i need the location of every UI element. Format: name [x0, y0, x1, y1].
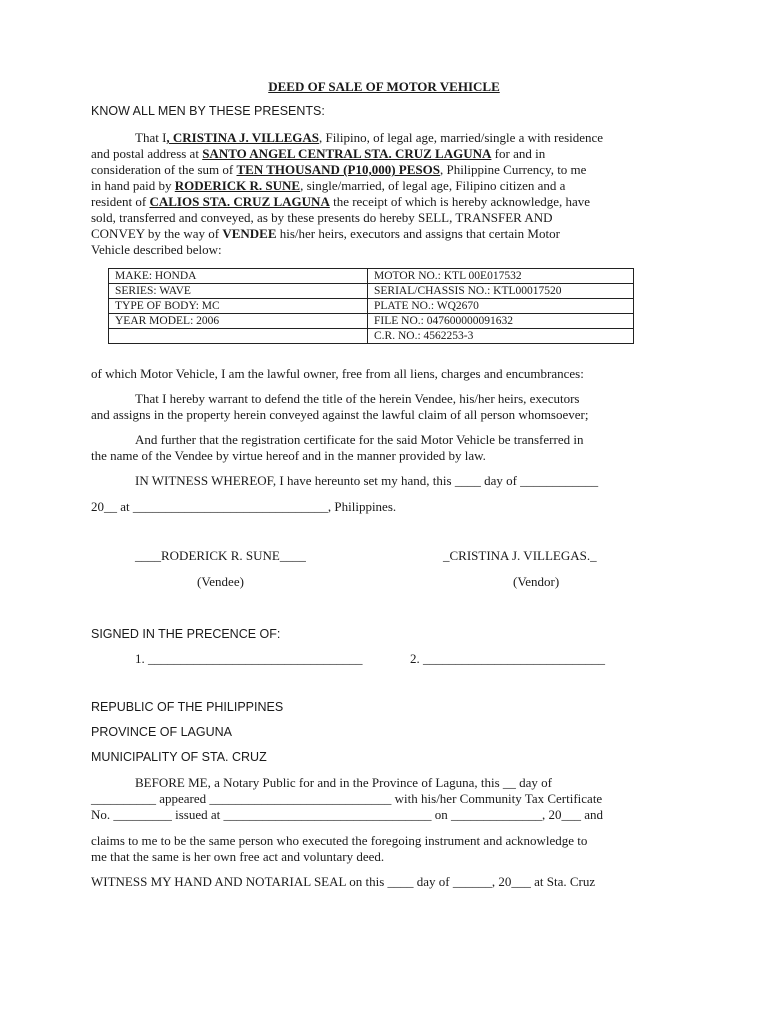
- motor-no-cell: MOTOR NO.: KTL 00E017532: [368, 269, 634, 284]
- table-row: [109, 314, 634, 329]
- vendee-word: VENDEE: [222, 226, 277, 241]
- table-row: [109, 284, 634, 299]
- p1-line-1: [135, 130, 603, 146]
- witness-line-2: 20__ at ______________________________, Philippines.: [91, 499, 397, 514]
- notarial-seal-line: WITNESS MY HAND AND NOTARIAL SEAL on this ____ day of ______, 20___ at Sta. Cruz: [91, 874, 596, 889]
- notary-line-5: me that the same is her own free act and voluntary deed.: [91, 849, 385, 864]
- warranty-line-1: That I hereby warrant to defend the title of the herein Vendee, his/her heirs, executors: [135, 391, 580, 406]
- notary-line-1: BEFORE ME, a Notary Public for and in the Province of Laguna, this __ day of: [135, 775, 553, 790]
- ownership-paragraph: of which Motor Vehicle, I am the lawful owner, free from all liens, charges and encumbrances:: [91, 366, 584, 381]
- vendor-address: SANTO ANGEL CENTRAL STA. CRUZ LAGUNA: [202, 146, 492, 161]
- p1-line-6: sold, transferred and conveyed, as by these presents do hereby SELL, TRANSFER AND: [91, 210, 553, 225]
- text: , Filipino, of legal age, married/single a with residence: [318, 130, 604, 145]
- sale-amount: TEN THOUSAND (P10,000) PESOS: [236, 162, 440, 177]
- republic-heading: REPUBLIC OF THE PHILIPPINES: [91, 700, 284, 714]
- p1-line-7: [91, 226, 560, 242]
- serial-chassis-cell: SERIAL/CHASSIS NO.: KTL00017520: [368, 284, 634, 299]
- vendor-role: (Vendor): [513, 574, 560, 589]
- series-cell: SERIES: WAVE: [109, 284, 368, 299]
- witness-2-line: 2. ____________________________: [410, 651, 605, 666]
- year-model-cell: YEAR MODEL: 2006: [109, 314, 368, 329]
- notary-line-2: __________ appeared ____________________________ with his/her Community Tax Certificate: [91, 791, 603, 806]
- text: , Philippine Currency, to me: [439, 162, 587, 177]
- p1-line-8: Vehicle described below:: [91, 242, 222, 257]
- plate-no-cell: PLATE NO.: WQ2670: [368, 299, 634, 314]
- text: in hand paid by: [91, 178, 175, 193]
- text: his/her heirs, executors and assigns that certain Motor: [276, 226, 560, 241]
- text: , single/married, of legal age, Filipino citizen and a: [300, 178, 566, 193]
- witness-line-1: IN WITNESS WHEREOF, I have hereunto set my hand, this ____ day of ____________: [135, 473, 599, 488]
- municipality-heading: MUNICIPALITY OF STA. CRUZ: [91, 750, 267, 764]
- vendor-signature-line: _CRISTINA J. VILLEGAS._: [443, 548, 597, 563]
- text: That I: [135, 130, 167, 145]
- warranty-line-2: and assigns in the property herein conveyed against the lawful claim of all person whomsoever;: [91, 407, 589, 422]
- notary-line-4: claims to me to be the same person who executed the foregoing instrument and acknowledge to: [91, 833, 588, 848]
- witness-1-line: 1. _________________________________: [135, 651, 363, 666]
- registration-line-2: the name of the Vendee by virtue hereof and in the manner provided by law.: [91, 448, 486, 463]
- document-title: DEED OF SALE OF MOTOR VEHICLE: [268, 79, 500, 94]
- table-row: [109, 329, 634, 344]
- text: and postal address at: [91, 146, 203, 161]
- text: consideration of the sum of: [91, 162, 237, 177]
- file-no-cell: FILE NO.: 047600000091632: [368, 314, 634, 329]
- text: resident of: [91, 194, 150, 209]
- empty-cell: [109, 329, 368, 344]
- make-cell: MAKE: HONDA: [109, 269, 368, 284]
- presence-heading: SIGNED IN THE PRECENCE OF:: [91, 627, 281, 641]
- text: the receipt of which is hereby acknowledge, have: [329, 194, 591, 209]
- opening-line: KNOW ALL MEN BY THESE PRESENTS:: [91, 104, 325, 118]
- text: for and in: [491, 146, 546, 161]
- text: CONVEY by the way of: [91, 226, 223, 241]
- province-heading: PROVINCE OF LAGUNA: [91, 725, 232, 739]
- table-row: [109, 269, 634, 284]
- vendee-role: (Vendee): [197, 574, 244, 589]
- vehicle-details-table: [108, 268, 634, 344]
- p1-line-5: [91, 194, 590, 210]
- p1-line-2: [91, 146, 545, 162]
- notary-line-3: No. _________ issued at ________________________________ on ______________, 20___ and: [91, 807, 604, 822]
- vendee-address: CALIOS STA. CRUZ LAGUNA: [149, 194, 330, 209]
- vendee-signature-line: ____RODERICK R. SUNE____: [135, 548, 306, 563]
- table-row: [109, 299, 634, 314]
- cr-no-cell: C.R. NO.: 4562253-3: [368, 329, 634, 344]
- vendor-name: , CRISTINA J. VILLEGAS: [166, 130, 319, 145]
- registration-line-1: And further that the registration certificate for the said Motor Vehicle be transferred in: [135, 432, 584, 447]
- p1-line-3: [91, 162, 586, 178]
- vendee-name: RODERICK R. SUNE: [174, 178, 301, 193]
- body-type-cell: TYPE OF BODY: MC: [109, 299, 368, 314]
- p1-line-4: [91, 178, 565, 194]
